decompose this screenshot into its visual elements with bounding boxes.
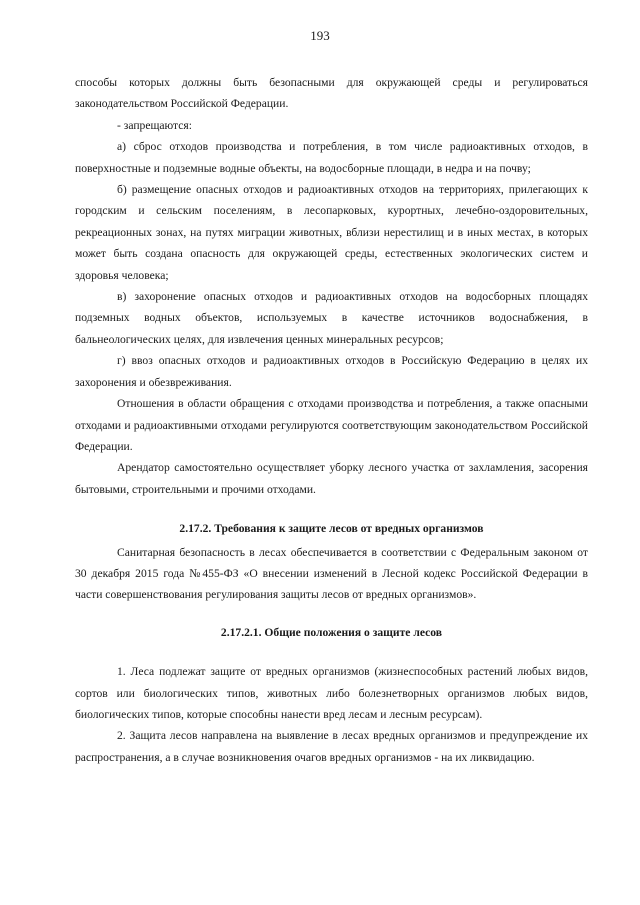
paragraph-point-2: 2. Защита лесов направлена на выявление в лесах вредных организмов и предупреждение их распространения, а в случае возникновения очагов вредных организмов - на их ликвидацию. [75, 729, 588, 764]
paragraph: способы которых должны быть безопасными для окружающей среды и регулироваться законодательством Российской Федерации. [75, 76, 588, 111]
paragraph-sanitary-safety: Санитарная безопасность в лесах обеспечивается в соответствии с Федеральным законом от 30 декабря 2015 года №455-ФЗ «О внесении изменений в Лесной кодекс Российской Федерации в части совершенствования регулирования защиты лесов от вредных организмов». [75, 545, 588, 602]
paragraph-item-g: г) ввоз опасных отходов и радиоактивных отходов в Российскую Федерацию в целях их захоронения и обезвреживания. [75, 354, 588, 389]
paragraph-waste-relations: Отношения в области обращения с отходами производства и потребления, а также опасными отходами и радиоактивными отходами регулируются соответствующим законодательством Российской Федерации. [75, 397, 588, 453]
page-content [75, 72, 588, 768]
page-number: 193 [310, 28, 330, 43]
paragraph-item-b: б) размещение опасных отходов и радиоактивных отходов на территориях, прилегающих к городским и сельским поселениям, в лесопарковых, курортных, лечебно-оздоровительных, рекреационных зонах, на путях миграции животных, вблизи нерестилищ и в иных местах, в которых может быть создана опасность для окружающей среды, естественных экологических систем и здоровья человека; [75, 183, 588, 282]
section-heading: 2.17.2. Требования к защите лесов от вредных организмов [179, 522, 484, 536]
subsection-heading: 2.17.2.1. Общие положения о защите лесов [220, 625, 443, 639]
paragraph-point-1: 1. Леса подлежат защите от вредных организмов (жизнеспособных растений любых видов, сортов или биологических типов, животных либо болезнетворных организмов любых видов, биологических типов, которые способны нанести вред лесам и лесным ресурсам). [75, 665, 588, 721]
paragraph-item-a: а) сброс отходов производства и потребления, в том числе радиоактивных отходов, в поверхностные и подземные водные объекты, на водосборные площади, в недра и на почву; [75, 140, 588, 175]
paragraph-item-v: в) захоронение опасных отходов и радиоактивных отходов на водосборных площадях подземных водных объектов, используемых в качестве источников водоснабжения, в бальнеологических целях, для извлечения ценных минеральных ресурсов; [75, 290, 588, 346]
paragraph-prohibited-intro: - запрещаются: [117, 118, 192, 132]
paragraph-tenant-cleanup: Арендатор самостоятельно осуществляет уборку лесного участка от захламления, засорения бытовыми, строительными и прочими отходами. [75, 461, 588, 496]
